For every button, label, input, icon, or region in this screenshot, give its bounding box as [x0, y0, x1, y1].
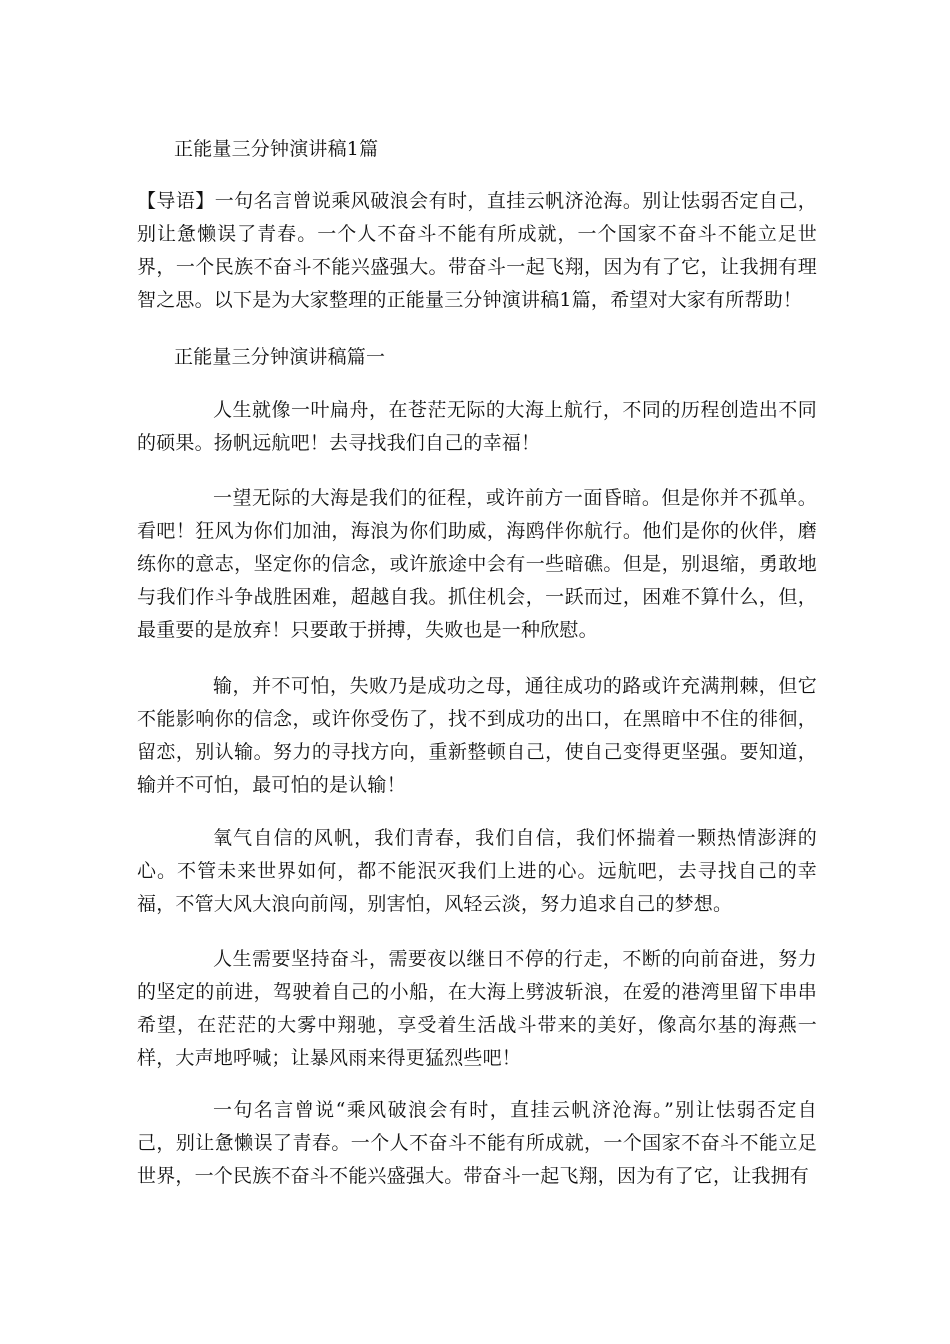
body-paragraph-5: 人生需要坚持奋斗，需要夜以继日不停的行走，不断的向前奋进，努力的坚定的前进，驾驶着自己的小船，在大海上劈波斩浪，在爱的港湾里留下串串希望，在茫茫的大雾中翔驰，享受着生活战斗带来的美好，像高尔基的海燕一样，大声地呼喊；让暴风雨来得更猛烈些吧！ [137, 948, 817, 1069]
intro-paragraph: 【导语】一句名言曾说乘风破浪会有时，直挂云帆济沧海。别让怯弱否定自己，别让惫懒误了青春。一个人不奋斗不能有所成就，一个国家不奋斗不能立足世界，一个民族不奋斗不能兴盛强大。带奋斗一起飞翔，因为有了它，让我拥有理智之思。以下是为大家整理的正能量三分钟演讲稿1篇，希望对大家有所帮助！ [137, 190, 817, 311]
body-paragraph-1: 人生就像一叶扁舟，在苍茫无际的大海上航行，不同的历程创造出不同的硕果。扬帆远航吧！去寻找我们自己的幸福！ [137, 399, 817, 454]
body-paragraph-2: 一望无际的大海是我们的征程，或许前方一面昏暗。但是你并不孤单。看吧！狂风为你们加油，海浪为你们助威，海鸥伴你航行。他们是你的伙伴，磨练你的意志，坚定你的信念，或许旅途中会有一些暗礁。但是，别退缩，勇敢地与我们作斗争战胜困难，超越自我。抓住机会，一跃而过，困难不算什么，但，最重要的是放弃！只要敢于拼搏，失败也是一种欣慰。 [137, 487, 817, 641]
body-paragraph-6: 一句名言曾说“乘风破浪会有时，直挂云帆济沧海。”别让怯弱否定自己，别让惫懒误了青春。一个人不奋斗不能有所成就，一个国家不奋斗不能立足世界，一个民族不奋斗不能兴盛强大。带奋斗一起飞翔，因为有了它，让我拥有 [137, 1099, 817, 1187]
body-paragraph-4: 氧气自信的风帆，我们青春，我们自信，我们怀揣着一颗热情澎湃的心。不管未来世界如何，都不能泯灭我们上进的心。远航吧，去寻找自己的幸福，不管大风大浪向前闯，别害怕，风轻云淡，努力追求自己的梦想。 [137, 827, 817, 915]
section-title: 正能量三分钟演讲稿篇一 [174, 346, 386, 368]
document-title: 正能量三分钟演讲稿1篇 [174, 138, 379, 160]
body-paragraph-3: 输，并不可怕，失败乃是成功之母，通往成功的路或许充满荆棘，但它不能影响你的信念，或许你受伤了，找不到成功的出口，在黑暗中不住的徘徊，留恋，别认输。努力的寻找方向，重新整顿自己，使自己变得更坚强。要知道，输并不可怕，最可怕的是认输！ [137, 675, 817, 796]
